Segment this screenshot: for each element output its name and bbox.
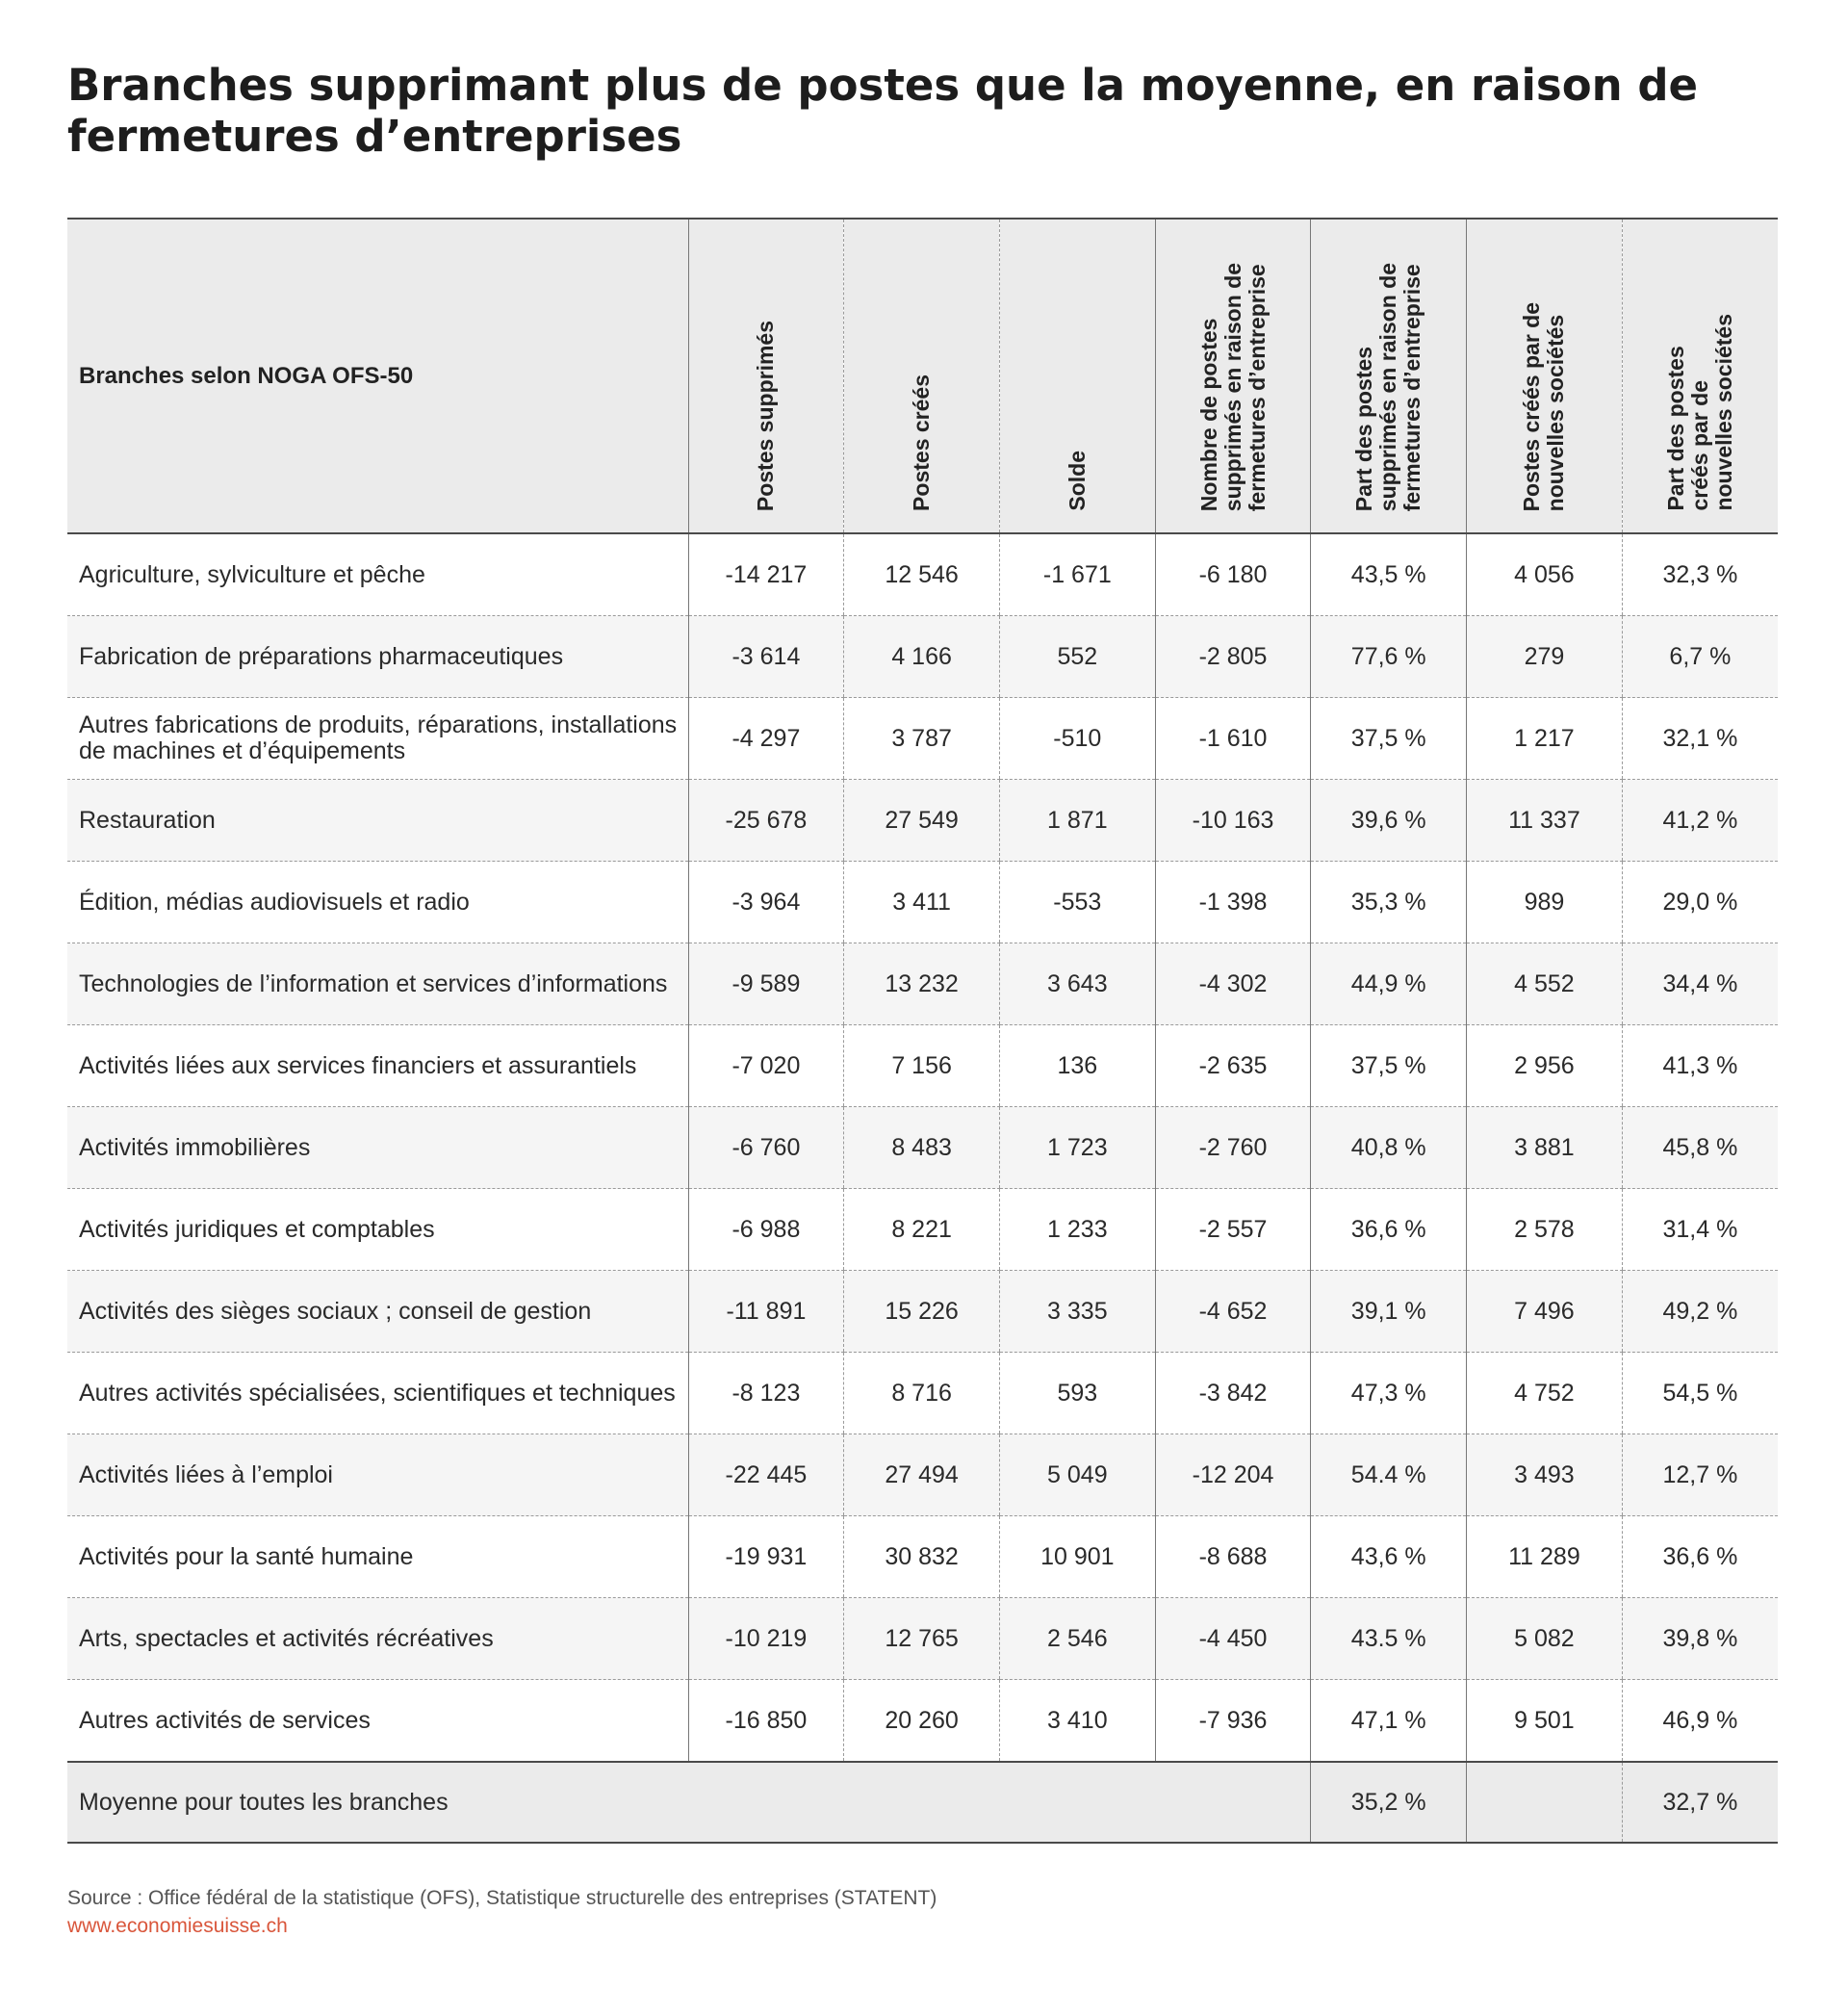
column-header xyxy=(1467,219,1623,533)
table-cell: 3 787 xyxy=(844,698,1000,780)
column-header-label: Postes créés xyxy=(909,375,935,511)
column-header xyxy=(999,219,1155,533)
table-cell: -14 217 xyxy=(688,533,844,616)
data-table xyxy=(67,218,1778,1844)
table-cell: 3 493 xyxy=(1467,1434,1623,1516)
table-row xyxy=(67,1107,1778,1189)
table-cell: 5 049 xyxy=(999,1434,1155,1516)
table-cell: -11 891 xyxy=(688,1271,844,1353)
table-cell: 4 752 xyxy=(1467,1353,1623,1434)
column-header xyxy=(1311,219,1467,533)
table-cell: 7 496 xyxy=(1467,1271,1623,1353)
column-header-label: Part des postes créés par de nouvelles sociétés xyxy=(1662,314,1736,511)
table-cell: 27 549 xyxy=(844,780,1000,862)
table-cell: 77,6 % xyxy=(1311,616,1467,698)
table-cell xyxy=(1467,1762,1623,1843)
website-link[interactable]: www.economiesuisse.ch xyxy=(67,1915,288,1937)
table-row xyxy=(67,533,1778,616)
table-cell: -6 988 xyxy=(688,1189,844,1271)
table-body xyxy=(67,533,1778,1762)
table-cell: -2 635 xyxy=(1155,1025,1311,1107)
table-cell: -4 652 xyxy=(1155,1271,1311,1353)
table-cell: 6,7 % xyxy=(1622,616,1778,698)
source-note: Source : Office fédéral de la statistique (OFS), Statistique structurelle des entreprises (STATENT) xyxy=(67,1887,937,1909)
branch-name: Activités des sièges sociaux ; conseil de gestion xyxy=(67,1271,688,1353)
table-cell xyxy=(1155,1762,1311,1843)
table-cell: -4 302 xyxy=(1155,943,1311,1025)
table-cell: 3 643 xyxy=(999,943,1155,1025)
table-cell: 279 xyxy=(1467,616,1623,698)
table-cell: -510 xyxy=(999,698,1155,780)
table-cell: 9 501 xyxy=(1467,1680,1623,1763)
table-cell: 7 156 xyxy=(844,1025,1000,1107)
table-cell: -1 671 xyxy=(999,533,1155,616)
table-cell: 2 956 xyxy=(1467,1025,1623,1107)
table-cell: 34,4 % xyxy=(1622,943,1778,1025)
branch-name: Autres activités spécialisées, scientifiques et techniques xyxy=(67,1353,688,1434)
table-row xyxy=(67,1598,1778,1680)
table-cell: 3 881 xyxy=(1467,1107,1623,1189)
table-cell: 136 xyxy=(999,1025,1155,1107)
table-cell: 1 217 xyxy=(1467,698,1623,780)
table-cell: 43,6 % xyxy=(1311,1516,1467,1598)
branch-name: Activités pour la santé humaine xyxy=(67,1516,688,1598)
table-cell: 43.5 % xyxy=(1311,1598,1467,1680)
table-cell: 8 221 xyxy=(844,1189,1000,1271)
table-cell: -7 020 xyxy=(688,1025,844,1107)
table-cell: 1 233 xyxy=(999,1189,1155,1271)
table-row xyxy=(67,698,1778,780)
table-row xyxy=(67,1353,1778,1434)
table-cell: 35,3 % xyxy=(1311,862,1467,943)
table-cell: -9 589 xyxy=(688,943,844,1025)
table-cell: 41,3 % xyxy=(1622,1025,1778,1107)
table-cell: 10 901 xyxy=(999,1516,1155,1598)
table-row xyxy=(67,1189,1778,1271)
table-cell: 47,1 % xyxy=(1311,1680,1467,1763)
table-cell: 36,6 % xyxy=(1311,1189,1467,1271)
branch-name: Activités juridiques et comptables xyxy=(67,1189,688,1271)
table-cell: 40,8 % xyxy=(1311,1107,1467,1189)
column-header-label: Nombre de postes supprimés en raison de fermetures d’entreprise xyxy=(1195,262,1270,511)
table-row xyxy=(67,862,1778,943)
table-cell: 12 765 xyxy=(844,1598,1000,1680)
table-cell: 3 410 xyxy=(999,1680,1155,1763)
table-cell: -19 931 xyxy=(688,1516,844,1598)
table-cell: 3 411 xyxy=(844,862,1000,943)
table-row xyxy=(67,1680,1778,1763)
table-cell: 2 546 xyxy=(999,1598,1155,1680)
table-cell: -4 297 xyxy=(688,698,844,780)
table-cell: 5 082 xyxy=(1467,1598,1623,1680)
table-cell: 15 226 xyxy=(844,1271,1000,1353)
table-cell: 20 260 xyxy=(844,1680,1000,1763)
table-cell: 36,6 % xyxy=(1622,1516,1778,1598)
table-row xyxy=(67,1271,1778,1353)
table-cell: 8 716 xyxy=(844,1353,1000,1434)
table-cell: 37,5 % xyxy=(1311,1025,1467,1107)
table-cell: 35,2 % xyxy=(1311,1762,1467,1843)
table-cell: 1 723 xyxy=(999,1107,1155,1189)
branch-name: Autres fabrications de produits, réparations, installations de machines et d’équipements xyxy=(67,698,688,780)
column-header xyxy=(1155,219,1311,533)
table-cell: 1 871 xyxy=(999,780,1155,862)
branch-name: Activités liées à l’emploi xyxy=(67,1434,688,1516)
branch-name: Fabrication de préparations pharmaceutiques xyxy=(67,616,688,698)
table-cell: 3 335 xyxy=(999,1271,1155,1353)
table-cell: 45,8 % xyxy=(1622,1107,1778,1189)
table-cell: 593 xyxy=(999,1353,1155,1434)
table-cell: -6 180 xyxy=(1155,533,1311,616)
table-cell xyxy=(999,1762,1155,1843)
table-cell: -25 678 xyxy=(688,780,844,862)
table-cell: 32,3 % xyxy=(1622,533,1778,616)
table-row xyxy=(67,1516,1778,1598)
table-cell: 54,5 % xyxy=(1622,1353,1778,1434)
table-cell: 4 166 xyxy=(844,616,1000,698)
table-cell: 44,9 % xyxy=(1311,943,1467,1025)
table-cell: 43,5 % xyxy=(1311,533,1467,616)
column-header xyxy=(688,219,844,533)
table-cell: 31,4 % xyxy=(1622,1189,1778,1271)
table-cell: -10 219 xyxy=(688,1598,844,1680)
table-cell xyxy=(844,1762,1000,1843)
table-cell: 41,2 % xyxy=(1622,780,1778,862)
table-cell: 49,2 % xyxy=(1622,1271,1778,1353)
table-row xyxy=(67,1025,1778,1107)
table-cell: 2 578 xyxy=(1467,1189,1623,1271)
average-row xyxy=(67,1762,1778,1843)
table-cell: -8 123 xyxy=(688,1353,844,1434)
column-header xyxy=(844,219,1000,533)
table-cell: 39,6 % xyxy=(1311,780,1467,862)
column-header xyxy=(1622,219,1778,533)
table-cell xyxy=(688,1762,844,1843)
table-cell: 12,7 % xyxy=(1622,1434,1778,1516)
table-cell: -10 163 xyxy=(1155,780,1311,862)
column-header-label: Postes créés par de nouvelles sociétés xyxy=(1519,301,1569,511)
table-cell: -3 614 xyxy=(688,616,844,698)
table-cell: -8 688 xyxy=(1155,1516,1311,1598)
table-cell: -553 xyxy=(999,862,1155,943)
header-row xyxy=(67,219,1778,533)
table-cell: -2 557 xyxy=(1155,1189,1311,1271)
table-cell: 30 832 xyxy=(844,1516,1000,1598)
table-cell: 54.4 % xyxy=(1311,1434,1467,1516)
table-cell: -16 850 xyxy=(688,1680,844,1763)
table-cell: 13 232 xyxy=(844,943,1000,1025)
branch-name: Agriculture, sylviculture et pêche xyxy=(67,533,688,616)
table-cell: 552 xyxy=(999,616,1155,698)
table-cell: 27 494 xyxy=(844,1434,1000,1516)
column-header-branch: Branches selon NOGA OFS-50 xyxy=(67,219,688,533)
table-row xyxy=(67,616,1778,698)
column-header-label: Part des postes supprimés en raison de fermetures d’entreprise xyxy=(1351,262,1425,511)
table-cell: -3 842 xyxy=(1155,1353,1311,1434)
table-cell: -2 760 xyxy=(1155,1107,1311,1189)
table-row xyxy=(67,1434,1778,1516)
table-cell: 39,8 % xyxy=(1622,1598,1778,1680)
table-cell: 37,5 % xyxy=(1311,698,1467,780)
table-row xyxy=(67,943,1778,1025)
branch-name: Restauration xyxy=(67,780,688,862)
branch-name: Activités immobilières xyxy=(67,1107,688,1189)
table-cell: 4 552 xyxy=(1467,943,1623,1025)
table-cell: 12 546 xyxy=(844,533,1000,616)
table-cell: 46,9 % xyxy=(1622,1680,1778,1763)
table-cell: 8 483 xyxy=(844,1107,1000,1189)
table-cell: 11 289 xyxy=(1467,1516,1623,1598)
column-header-label: Solde xyxy=(1064,451,1090,511)
column-header-label: Postes supprimés xyxy=(753,320,779,511)
table-cell: 47,3 % xyxy=(1311,1353,1467,1434)
table-cell: -2 805 xyxy=(1155,616,1311,698)
table-cell: 11 337 xyxy=(1467,780,1623,862)
table-cell: 32,1 % xyxy=(1622,698,1778,780)
table-cell: -7 936 xyxy=(1155,1680,1311,1763)
branch-name: Technologies de l’information et services d’informations xyxy=(67,943,688,1025)
page-title: Branches supprimant plus de postes que la moyenne, en raison de fermetures d’entreprises xyxy=(67,60,1699,162)
table-cell: 4 056 xyxy=(1467,533,1623,616)
table-cell: -12 204 xyxy=(1155,1434,1311,1516)
table-cell: -6 760 xyxy=(688,1107,844,1189)
table-cell: 39,1 % xyxy=(1311,1271,1467,1353)
table-cell: -1 398 xyxy=(1155,862,1311,943)
branch-name: Activités liées aux services financiers et assurantiels xyxy=(67,1025,688,1107)
branch-name: Édition, médias audiovisuels et radio xyxy=(67,862,688,943)
average-label: Moyenne pour toutes les branches xyxy=(67,1762,688,1843)
table-cell: 32,7 % xyxy=(1622,1762,1778,1843)
table-cell: -3 964 xyxy=(688,862,844,943)
branch-name: Autres activités de services xyxy=(67,1680,688,1763)
table-cell: 29,0 % xyxy=(1622,862,1778,943)
table-cell: -1 610 xyxy=(1155,698,1311,780)
table-cell: -22 445 xyxy=(688,1434,844,1516)
table-cell: 989 xyxy=(1467,862,1623,943)
branch-name: Arts, spectacles et activités récréatives xyxy=(67,1598,688,1680)
table-row xyxy=(67,780,1778,862)
table-cell: -4 450 xyxy=(1155,1598,1311,1680)
